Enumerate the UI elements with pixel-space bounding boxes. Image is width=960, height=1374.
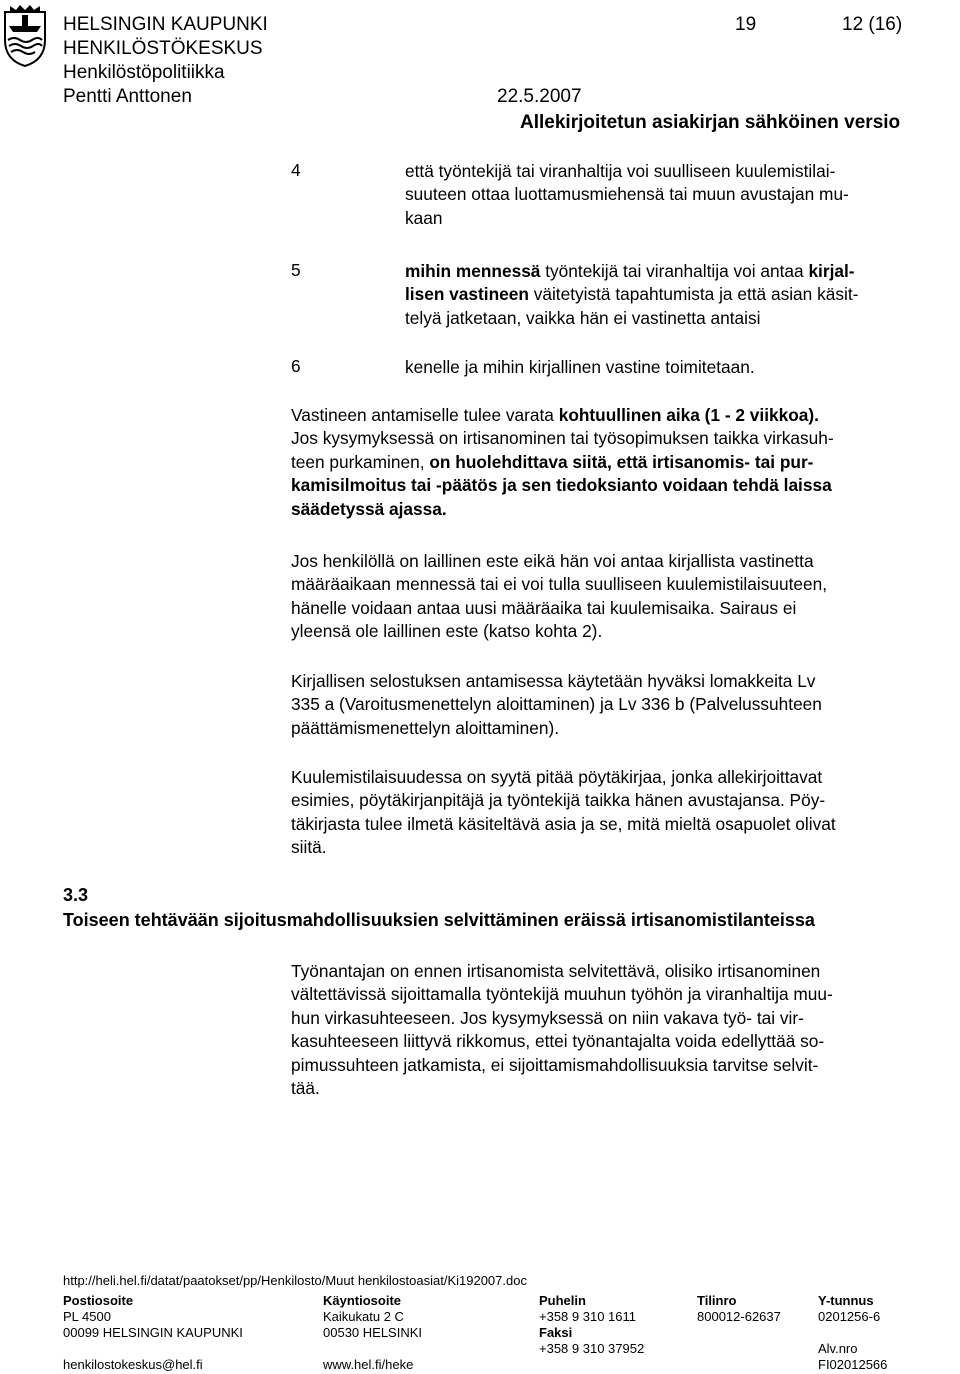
footer-value: 00099 HELSINGIN KAUPUNKI — [63, 1325, 243, 1340]
paragraph-line: täkirjasta tulee ilmetä käsiteltävä asia ja se, mitä mieltä osapuolet olivat — [291, 813, 836, 834]
footer-label: Käyntiosoite — [323, 1293, 402, 1308]
list-item — [405, 160, 849, 230]
paragraph-line: pimussuhteen jatkamista, ei sijoittamismahdollisuuksia tarvitse selvit- — [291, 1054, 819, 1075]
emphasis: kamisilmoitus tai -päätös ja sen tiedoksianto voidaan tehdä laissa — [291, 475, 832, 496]
paragraph-line: Työnantajan on ennen irtisanomista selvitettävä, olisiko irtisanominen — [291, 961, 821, 981]
org-name: HELSINGIN KAUPUNKI — [63, 14, 268, 35]
footer-value: 0201256-6 — [818, 1309, 881, 1324]
paragraph-line: Jos kysymyksessä on irtisanominen tai työsopimuksen taikka virkasuh- — [291, 428, 834, 449]
section-number: 3.3 — [63, 885, 89, 905]
footer-value: FI02012566 — [818, 1357, 888, 1372]
footer-visit — [323, 1293, 422, 1341]
document-url: http://heli.hel.fi/datat/paatokset/pp/Henkilosto/Muut henkilostoasiat/Ki192007.doc — [63, 1273, 527, 1288]
page-number: 12 (16) — [842, 14, 903, 35]
paragraph-line: kasuhteeseen liittyvä rikkomus, ettei työnantajalta voida edellyttää so- — [291, 1031, 825, 1052]
list-item-number: 4 — [291, 160, 301, 180]
text: teen purkaminen, — [291, 451, 430, 472]
emphasis: on huolehdittava siitä, että irtisanomis- tai pur- — [429, 451, 814, 472]
footer-website: www.hel.fi/heke — [323, 1357, 414, 1372]
list-item — [405, 356, 755, 379]
footer-value: Kaikukatu 2 C — [323, 1309, 404, 1324]
document-date: 22.5.2007 — [497, 86, 582, 107]
paragraph-line: 335 a (Varoitusmenettelyn aloittaminen) ja Lv 336 b (Palvelussuhteen — [291, 694, 822, 715]
emphasis: kohtuullinen aika (1 - 2 viikkoa). — [558, 405, 819, 425]
footer-value: +358 9 310 37952 — [539, 1341, 645, 1356]
footer-business-id — [818, 1293, 887, 1373]
footer-label: Faksi — [539, 1325, 573, 1340]
paragraph-line: vältettävissä sijoittamalla työntekijä muuhun työhön ja viranhaltija muu- — [291, 984, 833, 1005]
author: Pentti Anttonen — [63, 86, 192, 107]
paragraph-line: esimies, pöytäkirjanpitäjä ja työntekijä taikka hänen avustajansa. Pöy- — [291, 790, 826, 811]
list-item-number: 6 — [291, 356, 301, 376]
footer-value: 800012-62637 — [697, 1309, 781, 1324]
paragraph — [291, 766, 960, 860]
paragraph-line: määräaikaan mennessä tai ei voi tulla suulliseen kuulemistilaisuuteen, — [291, 574, 828, 595]
list-item-line: lisen vastineen väitetyistä tapahtumista ja että asian käsit- — [405, 284, 859, 305]
paragraph-line: Kirjallisen selostuksen antamisessa käytetään hyväksi lomakkeita Lv — [291, 671, 816, 691]
paragraph-line: päättämismenettelyn aloittaminen). — [291, 717, 559, 738]
paragraph-line: siitä. — [291, 837, 327, 858]
paragraph — [291, 960, 960, 1100]
footer-phone — [539, 1293, 644, 1357]
footer-label: Postiosoite — [63, 1293, 134, 1308]
document-number: 19 — [735, 14, 757, 35]
emphasis: kirjal- — [808, 261, 855, 281]
list-item-line: telyä jatketaan, vaikka hän ei vastinetta antaisi — [405, 307, 761, 328]
footer-value: +358 9 310 1611 — [539, 1309, 636, 1324]
emphasis: mihin mennessä — [405, 261, 541, 281]
footer-label: Alv.nro — [818, 1341, 858, 1356]
paragraph-line: yleensä ole laillinen este (katso kohta 2). — [291, 621, 603, 642]
list-item-line: että työntekijä tai viranhaltija voi suulliseen kuulemistilai- — [405, 161, 836, 181]
footer-label: Puhelin — [539, 1293, 586, 1308]
footer-postal — [63, 1293, 243, 1341]
footer-email: henkilostokeskus@hel.fi — [63, 1357, 203, 1372]
paragraph — [291, 670, 960, 740]
footer-account — [697, 1293, 781, 1325]
list-item-line: mihin mennessä työntekijä tai viranhaltija voi antaa kirjal- — [405, 261, 855, 281]
paragraph-line: hänelle voidaan antaa uusi määräaika tai kuulemisaika. Sairaus ei — [291, 597, 797, 618]
paragraph-line: hun virkasuhteeseen. Jos kysymyksessä on niin vakava työ- tai vir- — [291, 1007, 804, 1028]
paragraph-line: tää. — [291, 1078, 320, 1099]
paragraph-line: Jos henkilöllä on laillinen este eikä hän voi antaa kirjallista vastinetta — [291, 551, 814, 571]
paragraph — [291, 550, 960, 644]
footer-value: PL 4500 — [63, 1309, 111, 1324]
emphasis: säädetyssä ajassa. — [291, 498, 447, 519]
helsinki-crest-logo — [2, 2, 48, 68]
department: Henkilöstöpolitiikka — [63, 62, 225, 83]
org-unit: HENKILÖSTÖKESKUS — [63, 38, 263, 59]
section-title: Toiseen tehtävään sijoitusmahdollisuuksien selvittäminen eräissä irtisanomistilanteissa — [63, 910, 815, 930]
list-item-line: suuteen ottaa luottamusmiehensä tai muun avustajan mu- — [405, 184, 849, 205]
list-item-number: 5 — [291, 260, 301, 280]
footer-label: Tilinro — [697, 1293, 737, 1308]
footer-value: 00530 HELSINKI — [323, 1325, 423, 1340]
paragraph — [291, 404, 960, 521]
footer-label: Y-tunnus — [818, 1293, 874, 1308]
text: Vastineen antamiselle tulee varata — [291, 405, 559, 425]
list-item-line: kenelle ja mihin kirjallinen vastine toimitetaan. — [405, 357, 755, 377]
list-item — [405, 260, 858, 330]
emphasis: lisen vastineen — [405, 284, 529, 305]
signed-version-note: Allekirjoitetun asiakirjan sähköinen versio — [520, 112, 901, 133]
list-item-line: kaan — [405, 207, 443, 228]
paragraph-line: Kuulemistilaisuudessa on syytä pitää pöytäkirjaa, jonka allekirjoittavat — [291, 767, 823, 787]
